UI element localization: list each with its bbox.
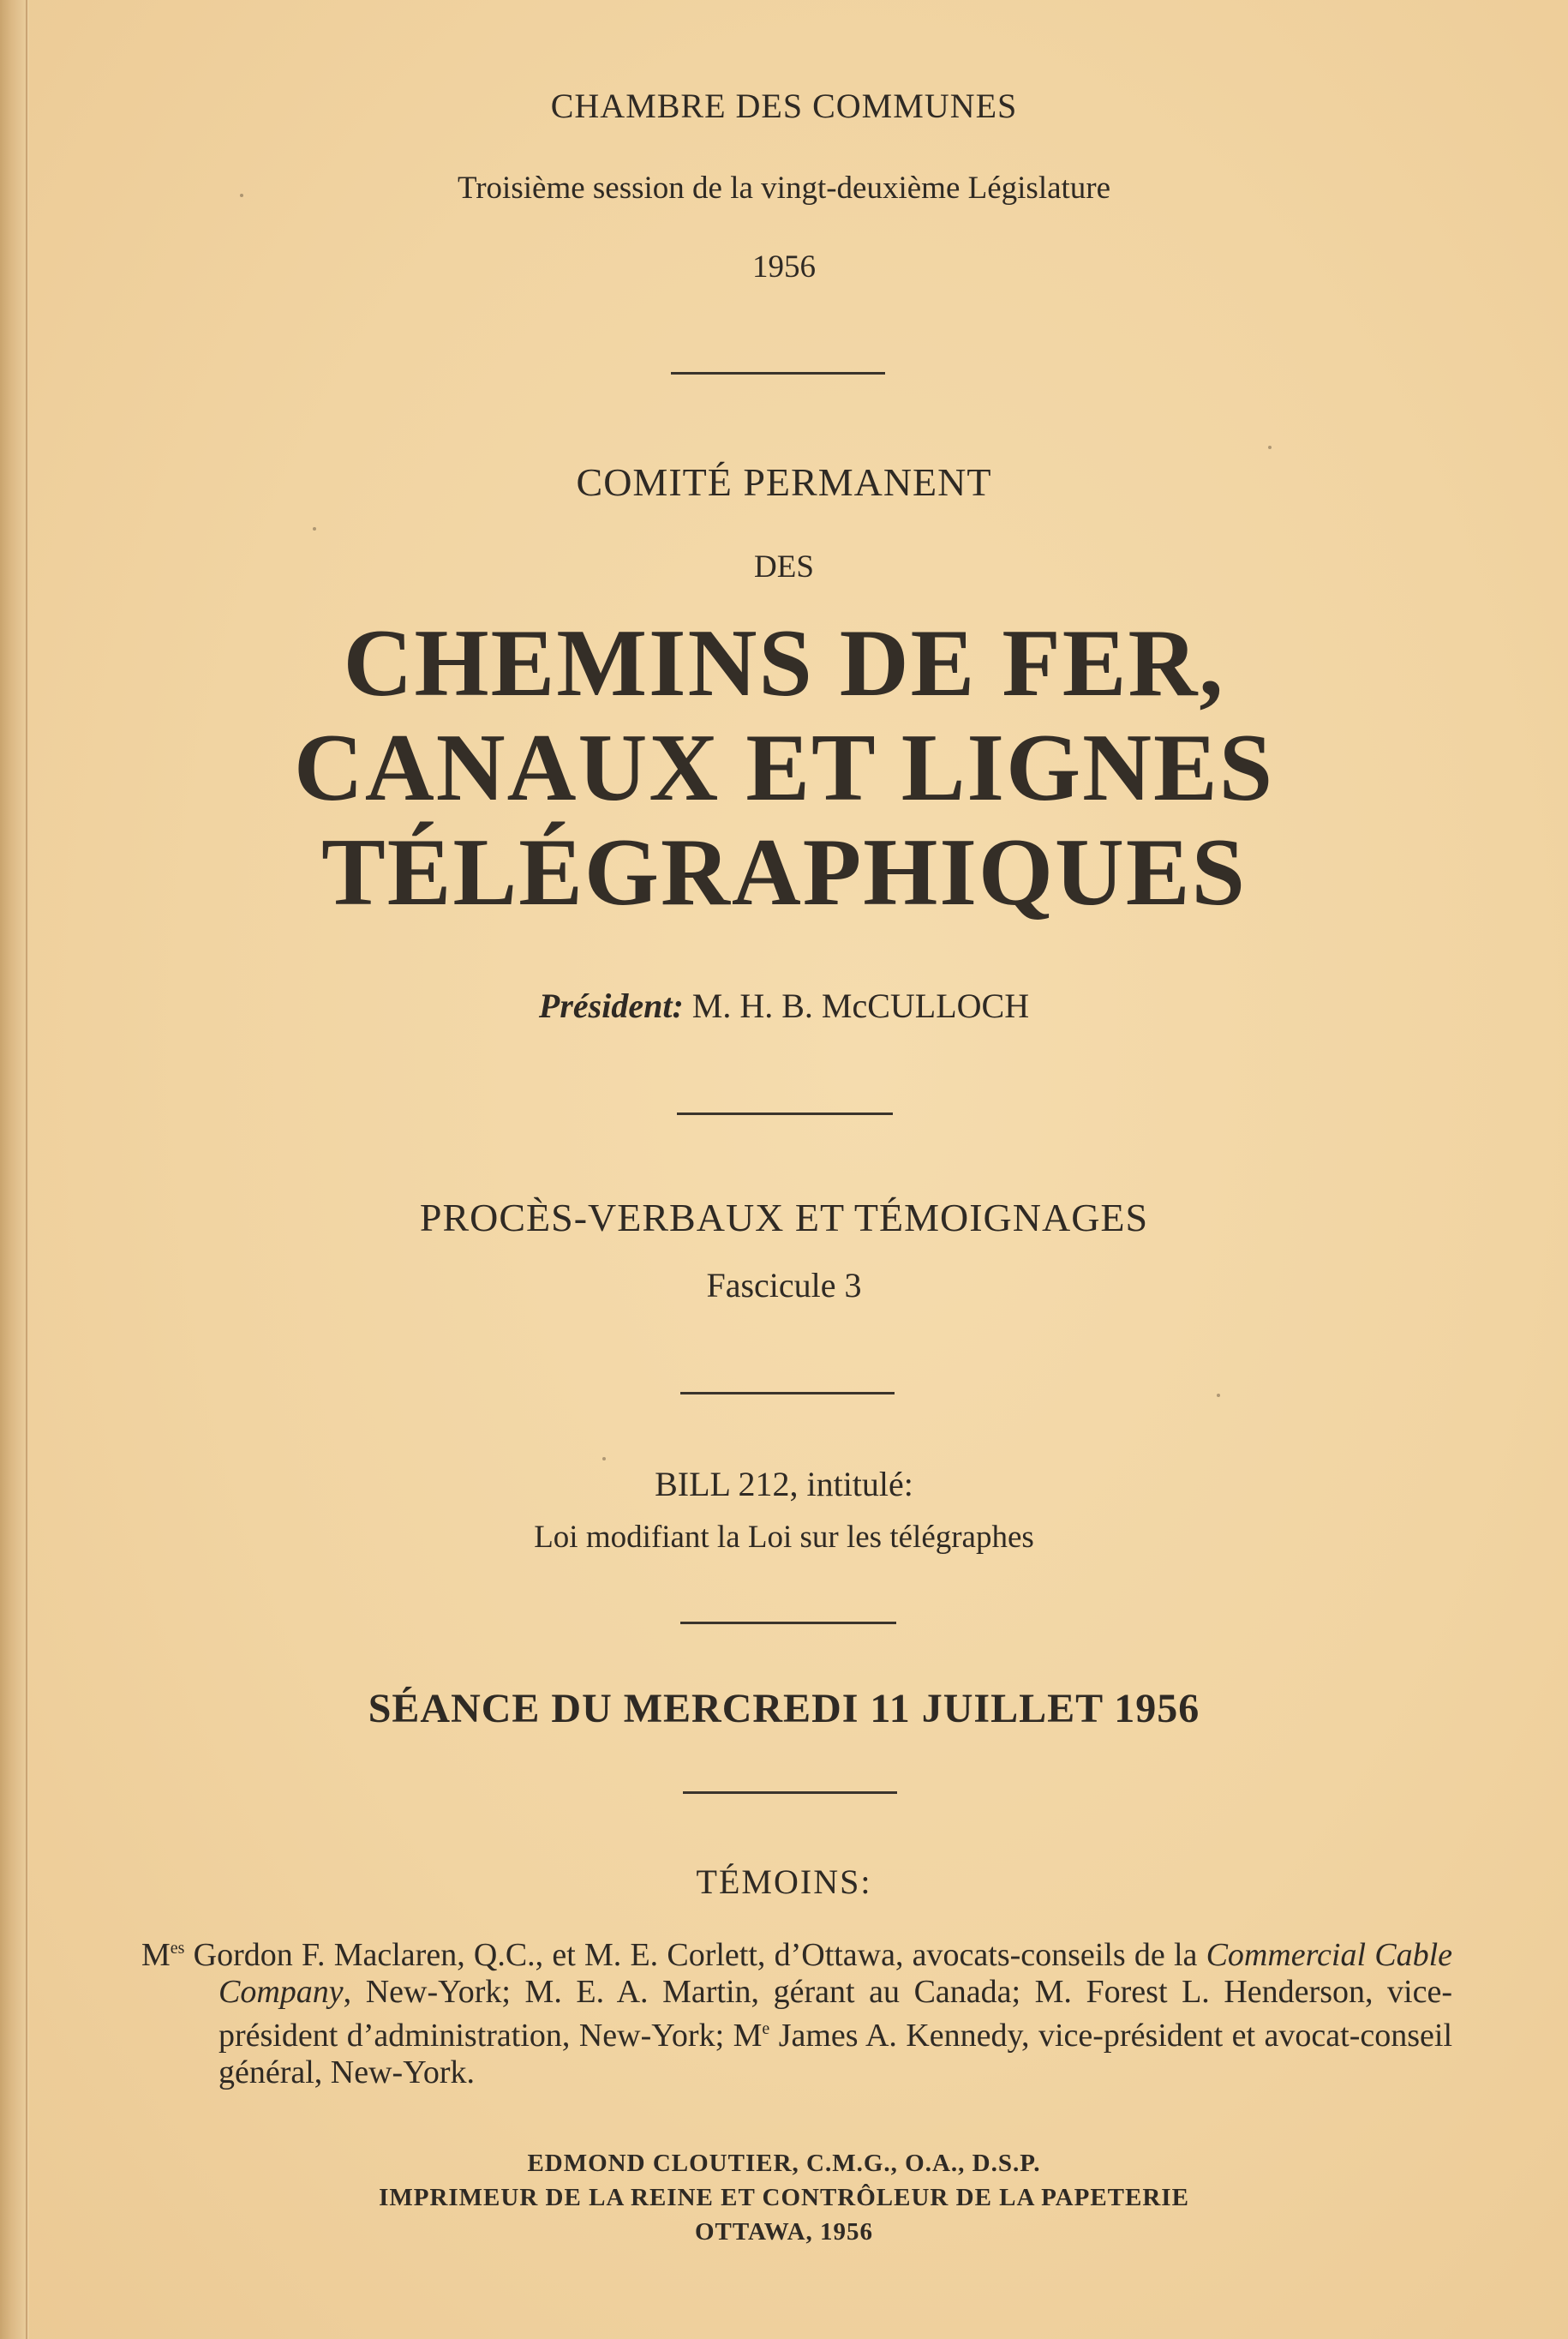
committee-line-2: DES (754, 549, 814, 585)
printer-line-2: IMPRIMEUR DE LA REINE ET CONTRÔLEUR DE LA PAPETERIE (379, 2184, 1189, 2211)
divider-rule-4 (680, 1622, 896, 1624)
sitting-date: SÉANCE DU MERCREDI 11 JUILLET 1956 (368, 1686, 1200, 1731)
paper-speck (602, 1457, 606, 1460)
paper-speck (1217, 1394, 1220, 1397)
paper-speck (1268, 446, 1272, 449)
printer-line-1: EDMOND CLOUTIER, C.M.G., O.A., D.S.P. (527, 2150, 1041, 2177)
title-line-3: TÉLÉGRAPHIQUES (321, 819, 1247, 926)
paper-speck (313, 527, 316, 531)
witness-prefix: $M^{es}$ (141, 1937, 185, 1973)
bill-heading: BILL 212, intitulé: (655, 1465, 913, 1503)
president-label: Président: (538, 987, 684, 1025)
witnesses-text: $M^{es}$ Gordon F. Maclaren, Q.C., et M. E. Corlett, d’Ottawa, avocats-conseils de la Commercial Cable Company, New-York; M. E. A. Martin, gérant au Canada; M. Forest L. Henderson, vice-président d’administration, New-York; Me James A. Kennedy, vice-président et avocat-conseil général, New-York. (141, 1937, 1452, 2090)
divider-rule-1 (671, 372, 885, 375)
house-name: CHAMBRE DES COMMUNES (550, 87, 1018, 125)
binding-edge (0, 0, 29, 2339)
witnesses-heading: TÉMOINS: (696, 1862, 872, 1901)
printer-line-3: OTTAWA, 1956 (694, 2218, 874, 2246)
fascicule-number: Fascicule 3 (706, 1266, 862, 1304)
divider-rule-2 (677, 1113, 893, 1115)
divider-rule-5 (683, 1791, 897, 1794)
session-line: Troisième session de la vingt-deuxième Législature (457, 171, 1111, 206)
proceedings-heading: PROCÈS-VERBAUX ET TÉMOIGNAGES (419, 1196, 1149, 1239)
title-line-2: CANAUX ET LIGNES (294, 715, 1274, 821)
bill-title: Loi modifiant la Loi sur les télégraphes (534, 1520, 1034, 1555)
paper-speck (240, 194, 243, 197)
divider-rule-3 (680, 1392, 895, 1394)
session-year: 1956 (752, 249, 816, 285)
committee-line-1: COMITÉ PERMANENT (576, 460, 992, 504)
title-line-1: CHEMINS DE FER, (343, 610, 1225, 717)
company-name: Commercial Cable Company (218, 1937, 1452, 2010)
binding-line (26, 0, 27, 2339)
president-name: M. H. B. McCULLOCH (691, 987, 1030, 1025)
witnesses-paragraph (141, 1930, 1452, 2091)
president-line (0, 986, 1568, 1026)
